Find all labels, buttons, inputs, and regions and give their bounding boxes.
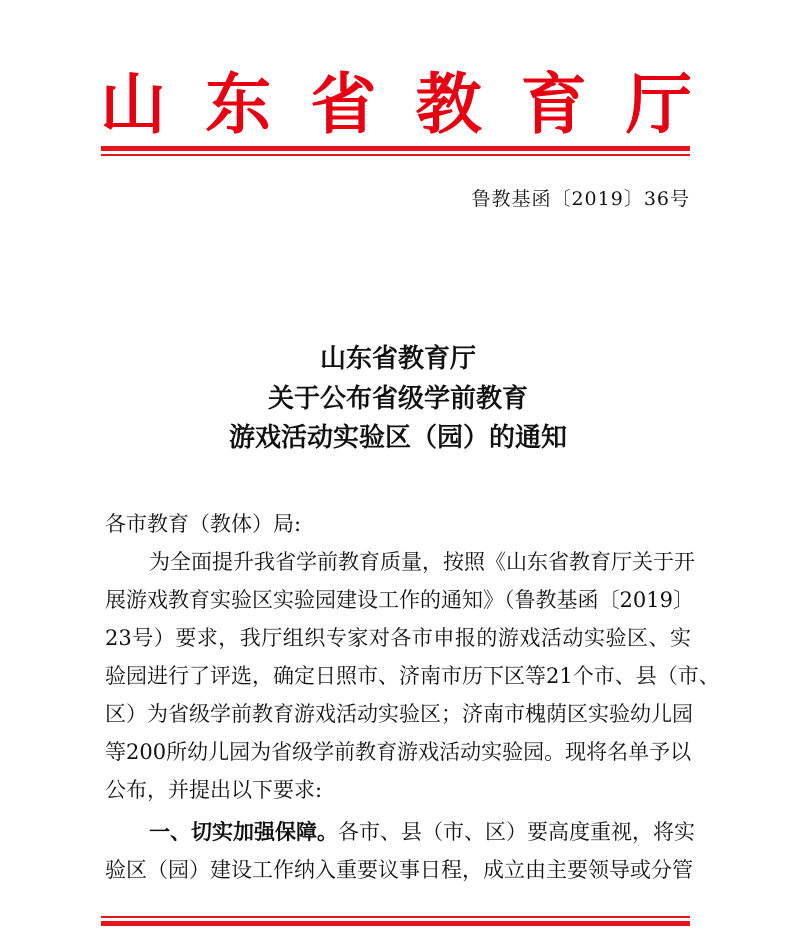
title-line: 关于公布省级学前教育	[267, 383, 528, 414]
body-line: 区）为省级学前教育游戏活动实验区；济南市槐荫区实验幼儿园	[105, 702, 693, 726]
header-thick-rule	[101, 146, 690, 151]
body-line: 验区（园）建设工作纳入重要议事日程，成立由主要领导或分管	[105, 858, 693, 882]
masthead-char: 教	[415, 65, 482, 143]
title-line: 山东省教育厅	[319, 344, 476, 374]
document-title	[0, 340, 796, 459]
masthead-char: 山	[100, 65, 166, 143]
masthead-char: 省	[310, 65, 377, 143]
body-line: 23号）要求，我厅组织专家对各市申报的游戏活动实验区、实	[105, 626, 691, 650]
masthead-char: 育	[520, 65, 587, 143]
body-text: 各市、县（市、区）要高度重视，将实	[338, 820, 695, 844]
document-body	[105, 505, 720, 889]
document-number: 鲁教基函〔2019〕36号	[471, 188, 690, 210]
body-line: 等200所幼儿园为省级学前教育游戏活动实验园。现将名单予以	[105, 740, 692, 764]
masthead-char: 东	[205, 65, 272, 143]
footer-thin-rule	[101, 916, 690, 918]
masthead-title	[100, 66, 692, 142]
body-line: 展游戏教育实验区实验园建设工作的通知》（鲁教基函〔2019〕	[105, 588, 694, 612]
salutation: 各市教育（教体）局:	[105, 512, 302, 536]
body-line: 公布，并提出以下要求:	[105, 778, 323, 802]
header-thin-rule	[101, 154, 690, 156]
body-line: 验园进行了评选，确定日照市、济南市历下区等21个市、县（市、	[105, 664, 720, 688]
footer-thick-rule	[101, 921, 690, 926]
masthead-char: 厅	[625, 65, 692, 143]
section-heading: 一、切实加强保障。	[149, 820, 338, 844]
body-line	[105, 813, 695, 851]
body-line: 为全面提升我省学前教育质量，按照《山东省教育厅关于开	[149, 550, 695, 574]
title-line: 游戏活动实验区（园）的通知	[228, 423, 567, 453]
